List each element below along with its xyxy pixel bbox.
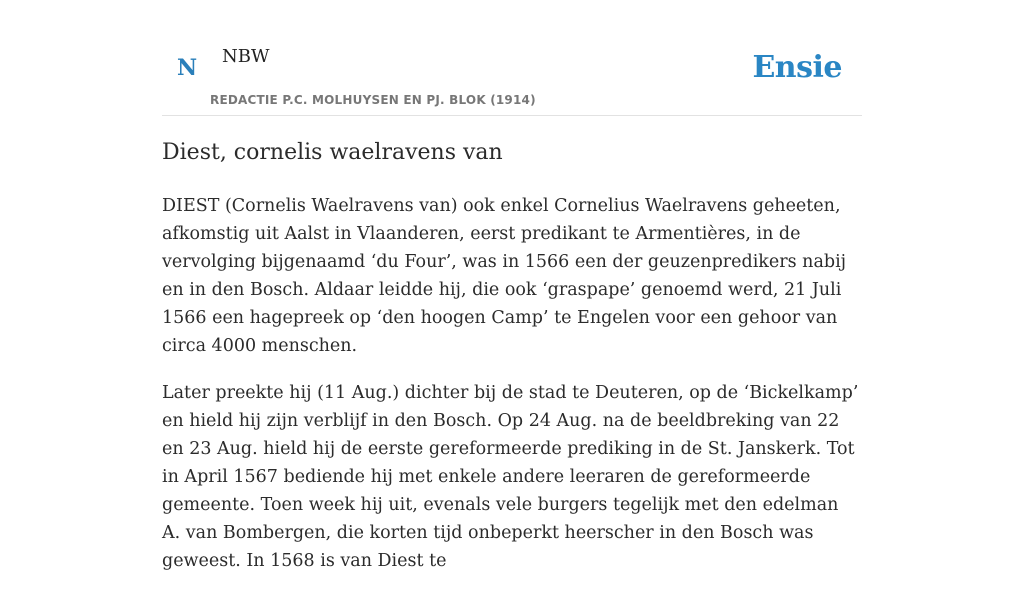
article-paragraph: Later preekte hij (11 Aug.) dichter bij de stad te Deuteren, op de ‘Bickelkamp’ en hield hij zijn verblijf in den Bosch. Op 24 Aug. na de beeldbreking van 22 en 23 Aug. hield hij de eerste gereformeerde prediking in de St. Janskerk. Tot in April 1567 bediende hij met enkele andere leeraren de gereformeerde gemeente. Toen week hij uit, evenals vele burgers tegelijk met den edelman A. van Bombergen, die korten tijd onbeperkt heerscher in den Bosch was geweest. In 1568 is van Diest te [162, 383, 859, 571]
article-body [162, 192, 862, 594]
source-name[interactable]: NBW [222, 46, 270, 67]
article-paragraph: DIEST (Cornelis Waelravens van) ook enkel Cornelius Waelravens geheeten, afkomstig uit Aalst in Vlaanderen, eerst predikant te Armentières, in de vervolging bijgenaamd ‘du Four’, was in 1566 een der geuzenpredikers nabij en in den Bosch. Aldaar leidde hij, die ook ‘graspape’ genoemd werd, 21 Juli 1566 een hagepreek op ‘den hoogen Camp’ te Engelen voor een gehoor van circa 4000 menschen. [162, 196, 847, 356]
article-container [162, 0, 862, 571]
source-logo-icon[interactable]: N [177, 55, 198, 81]
source-editors: REDACTIE P.C. MOLHUYSEN EN PJ. BLOK (1914) [210, 93, 536, 107]
header [162, 0, 862, 116]
article-title: Diest, cornelis waelravens van [162, 140, 503, 165]
brand-logo[interactable]: Ensie [752, 50, 842, 85]
